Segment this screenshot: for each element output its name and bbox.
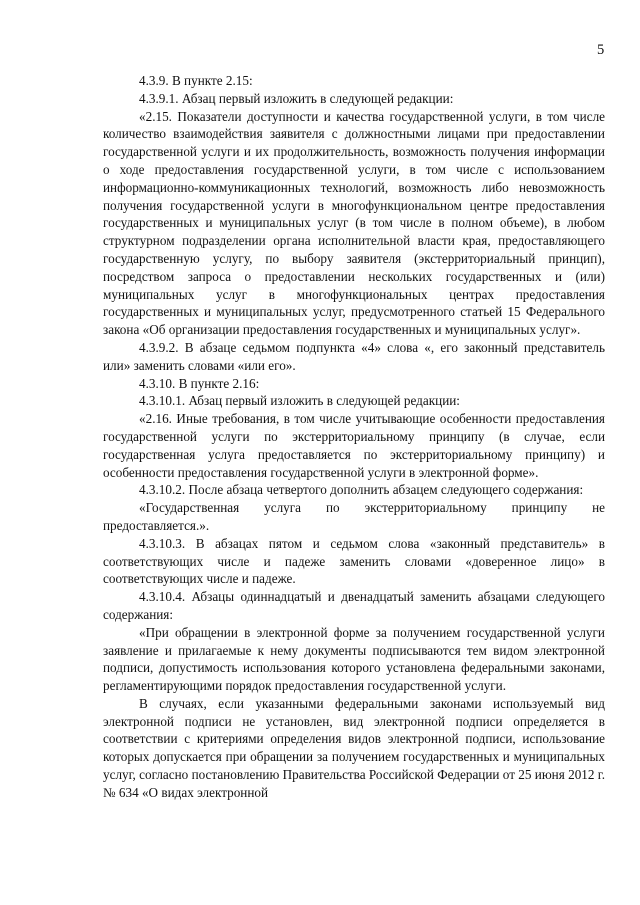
paragraph: «2.16. Иные требования, в том числе учитывающие особенности предоставления государственной услуги по экстерриториальному принципу (в случае, если государственная услуга предоставляется по экстерриториальному принципу) и особенности предоставления государственной услуги в электронной форме». [103, 411, 605, 480]
page-number: 5 [597, 42, 605, 58]
paragraph: «2.15. Показатели доступности и качества государственной услуги, в том числе количество взаимодействия заявителя с должностными лицами при предоставлении государственной услуги и их продолжительность, возможность получения информации о ходе предоставления государственной услуги, в том числе с использованием информационно-коммуникационных технологий, возможность либо невозможность получения государственной услуги в многофункциональном центре предоставления государственных и муниципальных услуг (в том числе в полном объеме), в любом структурном подразделении органа исполнительной власти края, предоставляющего государственную услугу, по выбору заявителя (экстерриториальный принцип), посредством запроса о предоставлении нескольких государственных и (или) муниципальных услуг в многофункциональных центрах предоставления государственных и муниципальных услуг, предусмотренного статьей 15 Федерального закона «Об организации предоставления государственных и муниципальных услуг». [103, 108, 605, 338]
paragraph: 4.3.9.2. В абзаце седьмом подпункта «4» слова «, его законный представитель или» заменить словами «или его». [103, 339, 605, 373]
paragraph: 4.3.9. В пункте 2.15: [139, 73, 253, 88]
paragraph: 4.3.10.3. В абзацах пятом и седьмом слова «законный представитель» в соответствующих числе и падеже заменить словами «доверенное лицо» в соответствующих числе и падеже. [103, 535, 605, 587]
paragraph: 4.3.10. В пункте 2.16: [139, 375, 260, 391]
paragraph: 4.3.9.1. Абзац первый изложить в следующей редакции: [139, 90, 454, 106]
document-body [103, 72, 605, 802]
paragraph: В случаях, если указанными федеральными законами используемый вид электронной подписи не установлен, вид электронной подписи определяется в соответствии с критериями определения видов электронной подписи, использование которых допускается при обращении за получением государственных и муниципальных услуг, согласно постановлению Правительства Российской Федерации от 25 июня 2012 г. № 634 «О видах электронной [103, 695, 605, 800]
paragraph: «При обращении в электронной форме за получением государственной услуги заявление и прилагаемые к нему документы подписываются тем видом электронной подписи, допустимость использования которого установлена федеральными законами, регламентирующими порядок предоставления государственной услуги. [103, 624, 605, 694]
paragraph: 4.3.10.4. Абзацы одиннадцатый и двенадцатый заменить абзацами следующего содержания: [103, 589, 605, 622]
paragraph: «Государственная услуга по экстерриториальному принципу не предоставляется.». [103, 500, 605, 533]
paragraph: 4.3.10.1. Абзац первый изложить в следующей редакции: [139, 393, 460, 409]
paragraph: 4.3.10.2. После абзаца четвертого дополнить абзацем следующего содержания: [139, 482, 584, 498]
